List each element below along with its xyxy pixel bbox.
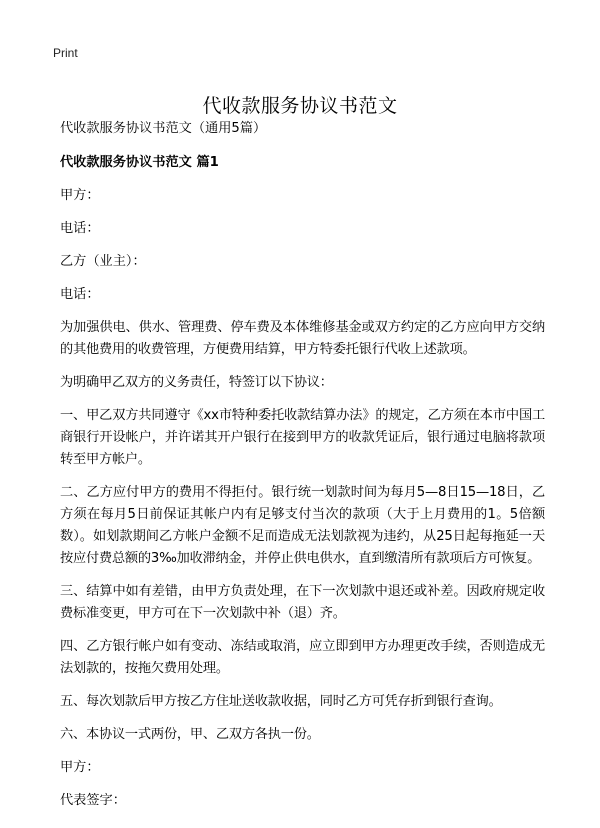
field-party-a-sign: 甲方： (60, 760, 100, 775)
field-party-a: 甲方： (60, 188, 100, 203)
clause-4: 四、乙方银行帐户如有变动、冻结或取消，应立即到甲方办理更改手续，否则造成无法划款的，按拖欠费用处理。 (60, 639, 545, 676)
field-phone-a: 电话： (60, 221, 100, 236)
field-phone-b: 电话： (60, 287, 100, 302)
clause-5: 五、每次划款后甲方按乙方住址送收款收据，同时乙方可凭存折到银行查询。 (60, 694, 502, 709)
field-party-b: 乙方（业主）： (60, 254, 146, 269)
section-heading: 代收款服务协议书范文 篇1 (60, 155, 219, 170)
document-title: 代收款服务协议书范文 (202, 94, 398, 117)
print-label: Print (53, 46, 78, 60)
clause-2: 二、乙方应付甲方的费用不得拒付。银行统一划款时间为每月5—8日15—18日，乙方须在每月5日前保证其帐户内有足够支付当次的款项（大于上月费用的1。5倍额数）。如划款期间乙方帐户金额不足而造成无法划款视为违约，从25日起每拖延一天按应付费总额的3‰加收滞纳金，并停止供电供水，直到缴清所有款项后方可恢复。 (60, 485, 545, 566)
document-subtitle: 代收款服务协议书范文（通用5篇） (60, 121, 267, 136)
paragraph-intro: 为加强供电、供水、管理费、停车费及本体维修基金或双方约定的乙方应向甲方交纳的其他费用的收费管理，方便费用结算，甲方特委托银行代收上述款项。 (60, 320, 545, 357)
clause-3: 三、结算中如有差错，由甲方负责处理，在下一次划款中退还或补差。因政府规定收费标准变更，甲方可在下一次划款中补（退）齐。 (60, 584, 545, 621)
paragraph-preamble: 为明确甲乙双方的义务责任，特签订以下协议： (60, 375, 333, 390)
clause-6: 六、本协议一式两份，甲、乙双方各执一份。 (60, 727, 320, 742)
document-body (60, 118, 545, 823)
clause-1: 一、甲乙双方共同遵守《xx市特种委托收款结算办法》的规定，乙方须在本市中国工商银行开设帐户，并许诺其开户银行在接到甲方的收款凭证后，银行通过电脑将款项转至甲方帐户。 (60, 408, 545, 467)
field-representative-signature: 代表签字： (60, 793, 126, 808)
